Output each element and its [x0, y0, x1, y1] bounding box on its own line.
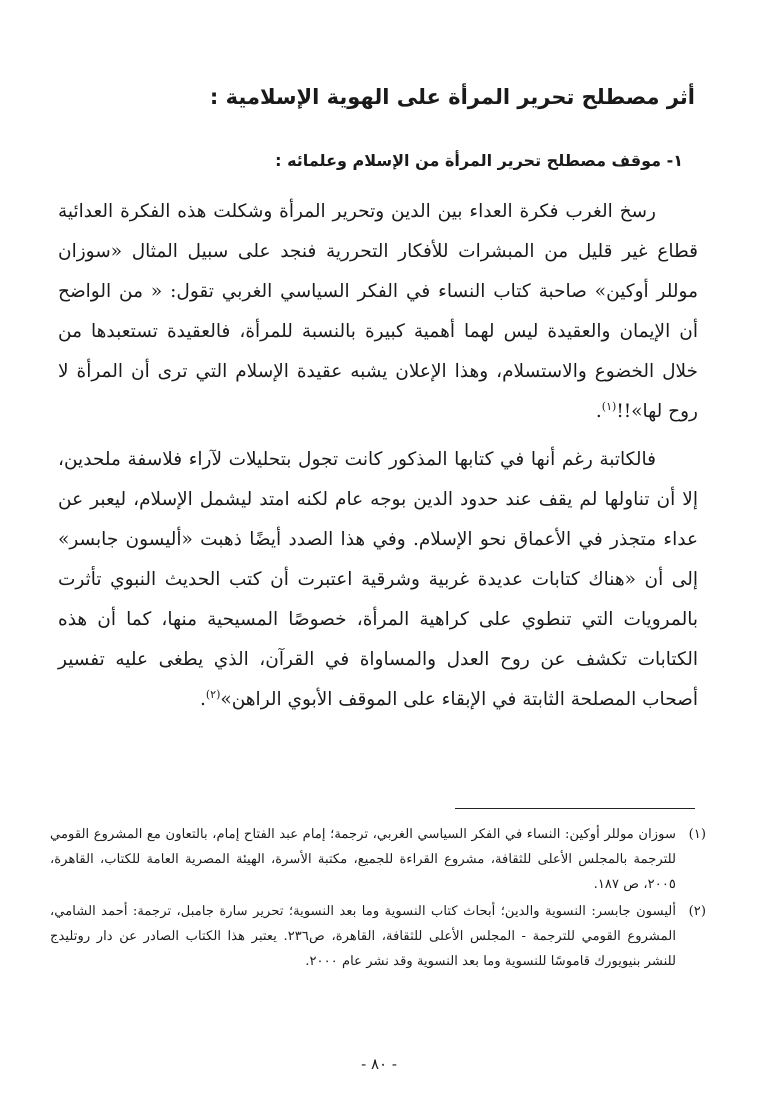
paragraph-2: [58, 440, 698, 720]
footnote-1: [50, 822, 706, 897]
paragraph-1-text: رسخ الغرب فكرة العداء بين الدين وتحرير المرأة وشكلت هذه الفكرة العدائية قطاع غير قليل من المبشرات للأفكار التحررية فنجد على سبيل المثال «سوزان موللر أوكين» صاحبة كتاب النساء في الفكر السياسي الغربي تقول: « من الواضح أن الإيمان والعقيدة ليس لهما أهمية كبيرة بالنسبة للمرأة، فالعقيدة تستعبدها من خلال الخضوع والاستسلام، وهذا الإعلان يشبه عقيدة الإسلام التي ترى أن المرأة لا روح لها»!!: [58, 201, 698, 422]
body-text: [58, 192, 698, 728]
paragraph-2-tail: .: [199, 689, 206, 710]
footnote-separator: [455, 808, 695, 809]
footnotes: [50, 822, 706, 976]
footnote-ref-1[interactable]: (١): [601, 399, 617, 413]
section-heading: أثر مصطلح تحرير المرأة على الهوية الإسلامية :: [209, 85, 695, 109]
footnote-1-number: (١): [688, 827, 706, 842]
footnote-2-number: (٢): [688, 904, 706, 919]
page-number: - ٨٠ -: [361, 1055, 397, 1073]
footnote-ref-2[interactable]: (٢): [205, 687, 221, 701]
footnote-1-text: سوزان موللر أوكين: النساء في الفكر السياسي الغربي، ترجمة؛ إمام عبد الفتاح إمام، بالتعاون مع المشروع القومي للترجمة بالمجلس الأعلى للثقافة، مشروع القراءة للجميع، مكتبة الأسرة، الهيئة المصرية العامة للكتاب، القاهرة، ٢٠٠٥، ص ١٨٧.: [50, 827, 676, 892]
footnote-2: [50, 899, 706, 974]
paragraph-2-text: فالكاتبة رغم أنها في كتابها المذكور كانت تجول بتحليلات لآراء فلاسفة ملحدين، إلا أن تناولها لم يقف عند حدود الدين بوجه عام لكنه امتد ليشمل الإسلام، ليعبر عن عداء متجذر في الأعماق نحو الإسلام. وفي هذا الصدد أيضًا ذهبت «أليسون جابسر» إلى أن «هناك كتابات عديدة غربية وشرقية اعتبرت أن كتب الحديث النبوي تأثرت بالمرويات التي تنطوي على كراهية المرأة، خصوصًا المسيحية منها، كما أن هذه الكتابات تكشف عن روح العدل والمساواة في القرآن، الذي يطغى عليه تفسير أصحاب المصلحة الثابتة في الإبقاء على الموقف الأبوي الراهن»: [58, 449, 698, 710]
paragraph-1: [58, 192, 698, 432]
subsection-heading: ١- موقف مصطلح تحرير المرأة من الإسلام وعلمائه :: [275, 151, 683, 170]
paragraph-1-tail: .: [595, 401, 602, 422]
footnote-2-text: أليسون جابسر: النسوية والدين؛ أبحاث كتاب النسوية وما بعد النسوية؛ تحرير سارة جامبل، ترجمة: أحمد الشامي، المشروع القومي للترجمة - المجلس الأعلى للثقافة، القاهرة، ص٢٣٦. يعتبر هذا الكتاب الصادر عن دار روتليدج للنشر بنيويورك قاموسًا للنسوية وما بعد النسوية وقد نشر عام ٢٠٠٠.: [50, 904, 676, 969]
